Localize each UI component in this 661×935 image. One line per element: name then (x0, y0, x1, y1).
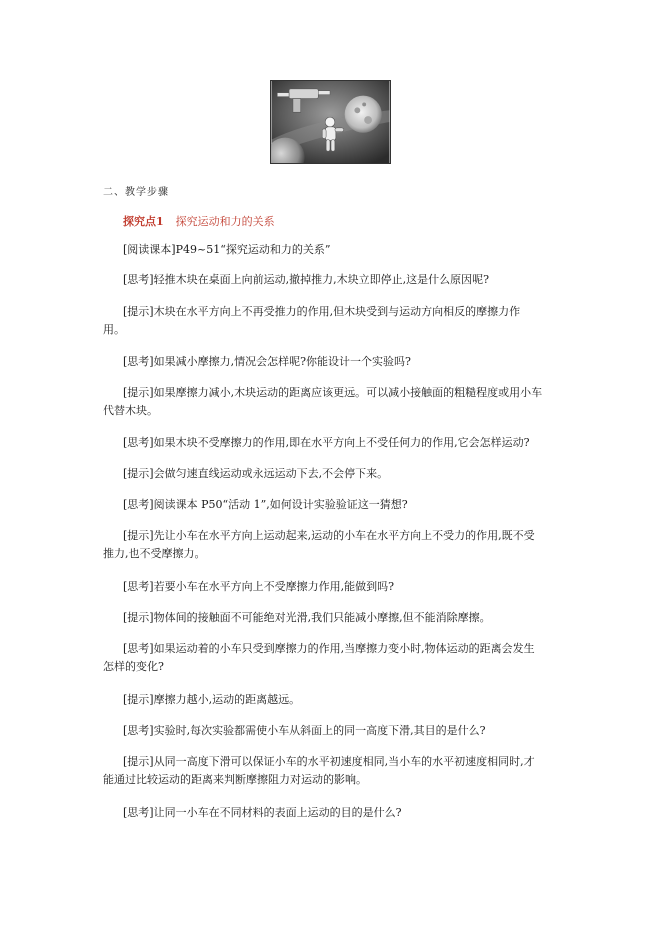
paragraph (123, 465, 553, 483)
paragraph (103, 527, 553, 563)
paragraph (123, 271, 553, 289)
paragraph-line-continued: 代替木块。 (103, 404, 158, 417)
paragraph (123, 578, 553, 596)
paragraph-line: [思考]如果运动着的小车只受到摩擦力的作用,当摩擦力变小时,物体运动的距离会发生 (123, 642, 535, 655)
paragraph-line-continued: 推力,也不受摩擦力。 (103, 547, 206, 560)
paragraph (123, 691, 553, 709)
astronaut-space-image (270, 80, 391, 164)
paragraph-line-continued: 用。 (103, 323, 125, 336)
paragraph-line: [提示]摩擦力越小,运动的距离越远。 (123, 693, 301, 706)
paragraph (103, 753, 553, 789)
paragraph-line: [思考]若要小车在水平方向上不受摩擦力作用,能做到吗? (123, 580, 394, 593)
paragraph (123, 722, 553, 740)
paragraph-line: [提示]先让小车在水平方向上运动起来,运动的小车在水平方向上不受力的作用,既不受 (123, 529, 535, 542)
paragraph-line: [思考]实验时,每次实验都需使小车从斜面上的同一高度下滑,其目的是什么? (123, 724, 486, 737)
paragraph-line: [提示]从同一高度下滑可以保证小车的水平初速度相同,当小车的水平初速度相同时,才 (123, 755, 535, 768)
paragraph-line: [提示]物体间的接触面不可能绝对光滑,我们只能减小摩擦,但不能消除摩擦。 (123, 611, 491, 624)
section-heading: 二、教学步骤 (103, 187, 169, 198)
paragraph (123, 353, 553, 371)
paragraph (123, 609, 553, 627)
paragraph (103, 303, 553, 339)
paragraph-line: [思考]如果减小摩擦力,情况会怎样呢?你能设计一个实验吗? (123, 355, 411, 368)
paragraph-line: [提示]会做匀速直线运动或永远运动下去,不会停下来。 (123, 467, 389, 480)
paragraph (123, 241, 553, 259)
paragraph-line-continued: 怎样的变化? (103, 660, 164, 673)
paragraph (103, 640, 553, 676)
paragraph-line-continued: 能通过比较运动的距离来判断摩擦阻力对运动的影响。 (103, 773, 367, 786)
paragraph-line: [阅读课本]P49~51“探究运动和力的关系” (123, 243, 331, 256)
topic-heading (123, 213, 275, 229)
paragraph (123, 434, 553, 452)
paragraph (103, 384, 553, 420)
paragraph-line: [提示]如果摩擦力减小,木块运动的距离应该更远。可以减小接触面的粗糙程度或用小车 (123, 386, 543, 399)
topic-label: 探究点1 (123, 215, 164, 228)
paragraph-line: [思考]让同一小车在不同材料的表面上运动的目的是什么? (123, 806, 402, 819)
paragraph-line: [思考]如果木块不受摩擦力的作用,即在水平方向上不受任何力的作用,它会怎样运动? (123, 436, 530, 449)
paragraph-line: [提示]木块在水平方向上不再受推力的作用,但木块受到与运动方向相反的摩擦力作 (123, 305, 521, 318)
paragraph-line: [思考]轻推木块在桌面上向前运动,撤掉推力,木块立即停止,这是什么原因呢? (123, 273, 489, 286)
topic-title: 探究运动和力的关系 (175, 215, 275, 228)
paragraph (123, 496, 553, 514)
paragraph-line: [思考]阅读课本 P50“活动 1”,如何设计实验验证这一猜想? (123, 498, 408, 511)
paragraph (123, 804, 553, 822)
